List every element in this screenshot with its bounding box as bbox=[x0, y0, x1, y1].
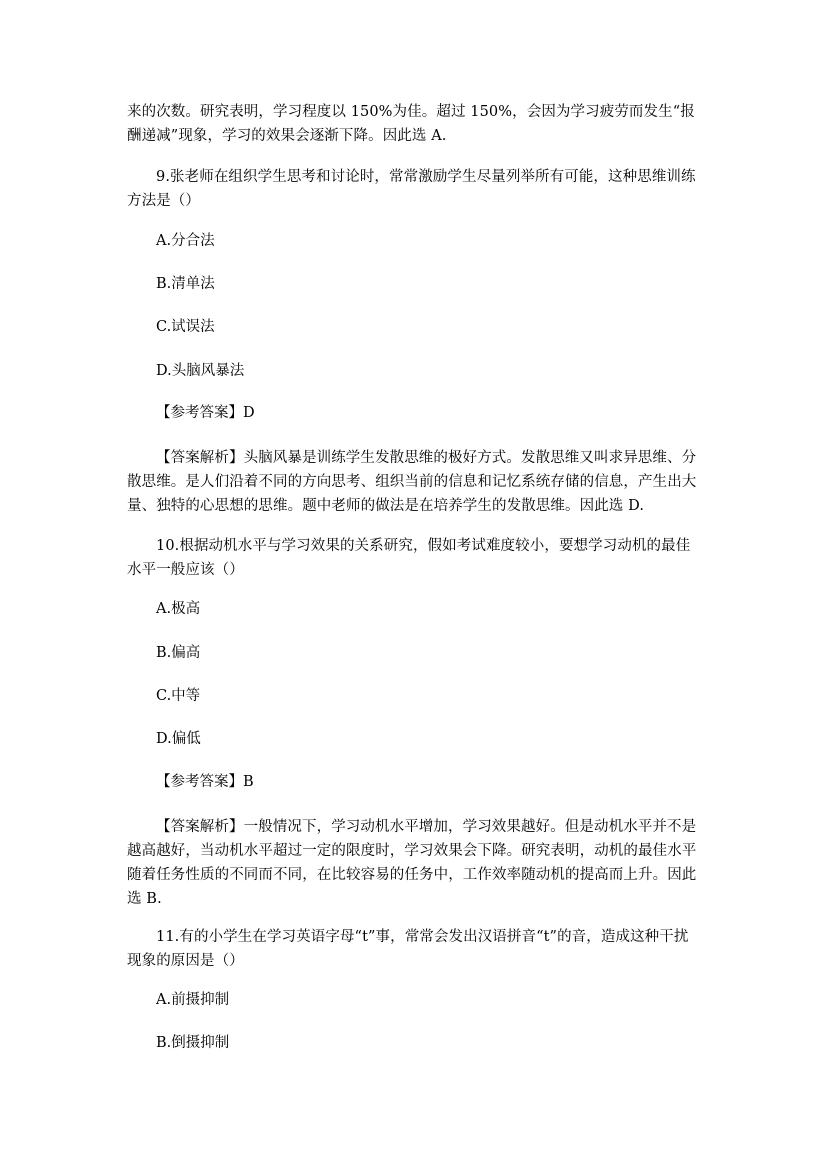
question-11-stem: 11.有的小学生在学习英语字母“t”事，常常会发出汉语拼音“t”的音，造成这种干扰现象的原因是（） bbox=[127, 929, 689, 969]
intro-paragraph: 来的次数。研究表明，学习程度以 150%为佳。超过 150%，会因为学习疲劳而发生“报酬递减”现象，学习的效果会逐渐下降。因此选 A. bbox=[127, 104, 695, 144]
question-10-option-b: B.偏高 bbox=[156, 645, 201, 661]
question-9-answer: 【参考答案】D bbox=[156, 405, 255, 421]
question-9-option-c: C.试误法 bbox=[156, 319, 215, 335]
question-10-option-d: D.偏低 bbox=[156, 731, 201, 747]
question-9-stem: 9.张老师在组织学生思考和讨论时，常常激励学生尽量列举所有可能，这种思维训练方法是（） bbox=[127, 169, 696, 209]
question-11-option-b: B.倒摄抑制 bbox=[156, 1035, 230, 1051]
question-9-option-a: A.分合法 bbox=[156, 233, 215, 249]
question-10-option-c: C.中等 bbox=[156, 688, 201, 704]
question-9-analysis: 【答案解析】头脑风暴是训练学生发散思维的极好方式。发散思维又叫求异思维、分散思维。是人们沿着不同的方向思考、组织当前的信息和记忆系统存储的信息，产生出大量、独特的心思想的思维。题中老师的做法是在培养学生的发散思维。因此选 D. bbox=[127, 450, 697, 514]
question-10-answer: 【参考答案】B bbox=[156, 774, 254, 790]
question-9-option-d: D.头脑风暴法 bbox=[156, 363, 245, 379]
question-10-stem: 10.根据动机水平与学习效果的关系研究，假如考试难度较小，要想学习动机的最佳水平一般应该（） bbox=[127, 538, 691, 578]
question-10-analysis: 【答案解析】一般情况下，学习动机水平增加，学习效果越好。但是动机水平并不是越高越好，当动机水平超过一定的限度时，学习效果会下降。研究表明，动机的最佳水平随着任务性质的不同而不同，在比较容易的任务中，工作效率随动机的提高而上升。因此选 B. bbox=[127, 819, 697, 907]
question-10-option-a: A.极高 bbox=[156, 601, 201, 617]
question-9-option-b: B.清单法 bbox=[156, 276, 215, 292]
question-11-option-a: A.前摄抑制 bbox=[156, 992, 230, 1008]
